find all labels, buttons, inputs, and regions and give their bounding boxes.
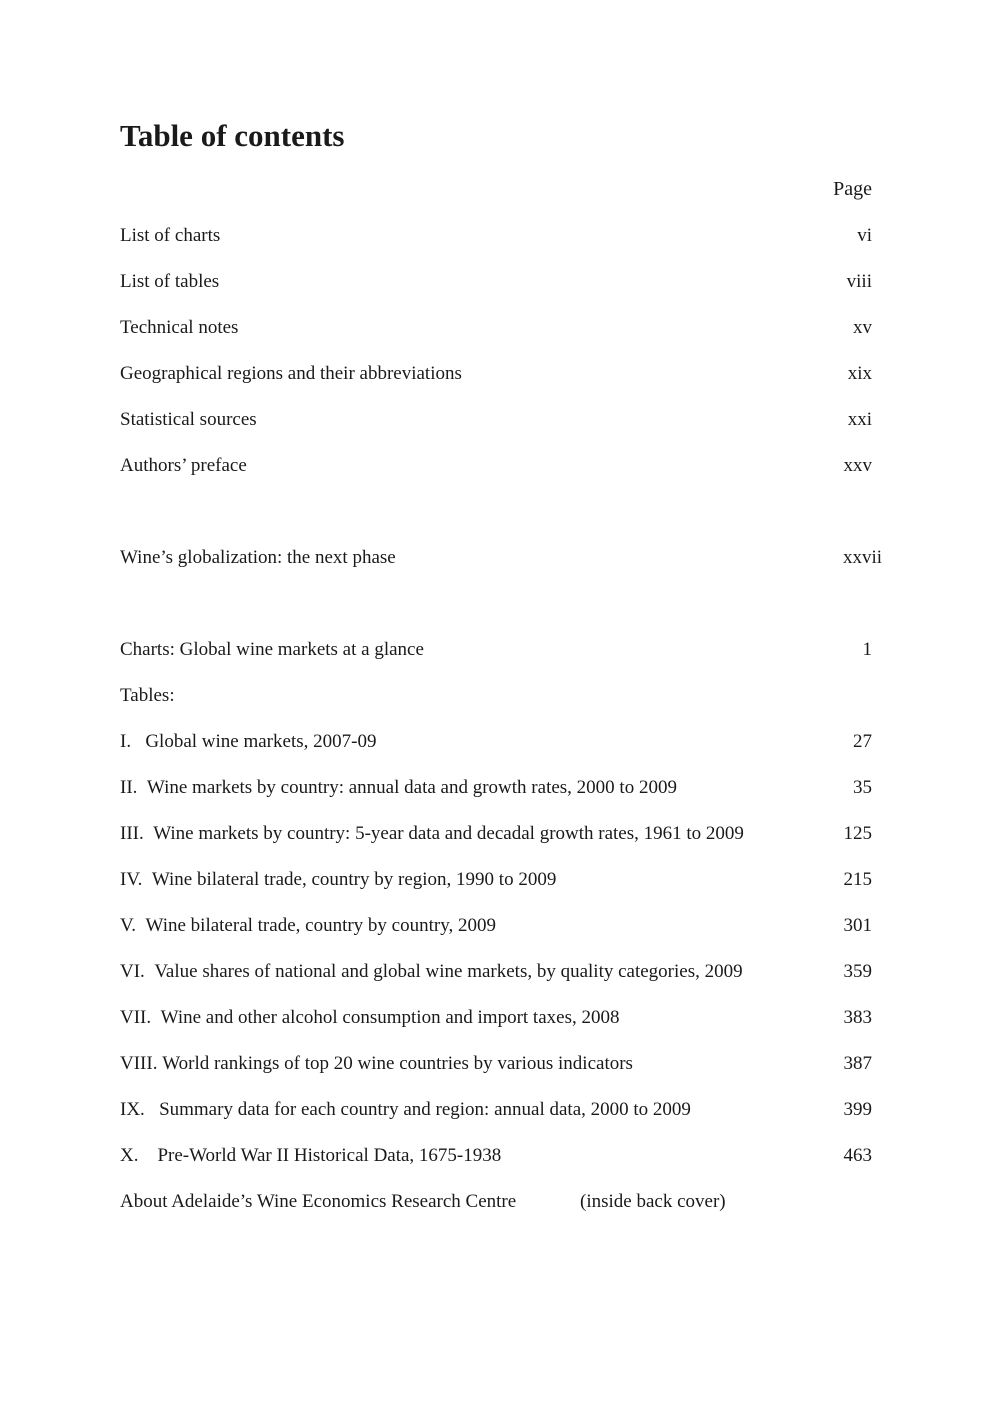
toc-entry-page: xxv	[843, 455, 872, 476]
table-numeral: VII.	[120, 1007, 152, 1028]
toc-entry-page: 463	[843, 1145, 872, 1166]
toc-entry-table-i[interactable]	[120, 729, 872, 755]
toc-entry-table-ii[interactable]	[120, 775, 872, 801]
toc-entry-authors-preface[interactable]	[120, 453, 872, 479]
toc-entry-page: xxvii	[842, 547, 882, 568]
toc-entry-page: 387	[843, 1053, 872, 1074]
toc-entry-charts[interactable]	[120, 637, 872, 663]
toc-entry-table-v[interactable]	[120, 913, 872, 939]
toc-entry-page: xv	[853, 317, 872, 338]
toc-entry-page: 301	[843, 915, 872, 936]
toc-entry-page: 399	[843, 1099, 872, 1120]
toc-entry-location-note: (inside back cover)	[580, 1191, 726, 1212]
toc-entry-page: xxi	[847, 409, 872, 430]
toc-entry-label: Charts: Global wine markets at a glance	[120, 639, 424, 660]
toc-entry-page: 35	[853, 777, 872, 798]
toc-entry-label: Statistical sources	[120, 409, 257, 430]
toc-entry-label: Wine bilateral trade, country by country, 2009	[145, 915, 496, 936]
toc-entry-label: Global wine markets, 2007-09	[145, 731, 377, 752]
toc-entry-label: Pre-World War II Historical Data, 1675-1938	[157, 1145, 502, 1166]
toc-entry-page: viii	[846, 271, 872, 292]
toc-entry-list-of-tables[interactable]	[120, 269, 872, 295]
table-numeral: IX.	[120, 1099, 145, 1120]
toc-entry-label: Wine and other alcohol consumption and import taxes, 2008	[160, 1007, 620, 1028]
toc-entry-table-x[interactable]	[120, 1143, 872, 1169]
toc-entry-label: Wine markets by country: 5-year data and decadal growth rates, 1961 to 2009	[153, 823, 744, 844]
toc-entry-label: About Adelaide’s Wine Economics Research Centre	[120, 1191, 517, 1212]
toc-entry-label: Authors’ preface	[120, 455, 247, 476]
toc-entry-label: Geographical regions and their abbreviations	[120, 363, 462, 384]
table-numeral: VIII.	[120, 1053, 158, 1074]
toc-entry-geographical-regions[interactable]	[120, 361, 872, 387]
toc-entry-list-of-charts[interactable]	[120, 223, 872, 249]
toc-entry-globalization[interactable]	[120, 545, 882, 571]
toc-entry-page: 1	[862, 639, 872, 660]
toc-entry-page: 383	[843, 1007, 872, 1028]
toc-entry-statistical-sources[interactable]	[120, 407, 872, 433]
toc-entry-technical-notes[interactable]	[120, 315, 872, 341]
toc-entry-label: Technical notes	[120, 317, 239, 338]
toc-entry-table-vii[interactable]	[120, 1005, 872, 1031]
toc-entry-label: Value shares of national and global wine markets, by quality categories, 2009	[154, 961, 743, 982]
table-numeral: VI.	[120, 961, 145, 982]
toc-entry-label: List of tables	[120, 271, 220, 292]
page-title: Table of contents	[120, 118, 345, 153]
toc-entry-table-vi[interactable]	[120, 959, 872, 985]
table-numeral: III.	[120, 823, 144, 844]
toc-entry-label: Wine markets by country: annual data and growth rates, 2000 to 2009	[146, 777, 677, 798]
toc-entry-page: 125	[843, 823, 872, 844]
toc-entry-page: vi	[857, 225, 872, 246]
toc-entry-table-viii[interactable]	[120, 1051, 872, 1077]
table-numeral: II.	[120, 777, 138, 798]
toc-entry-table-iv[interactable]	[120, 867, 872, 893]
table-numeral: V.	[120, 915, 137, 936]
toc-entry-page: 27	[853, 731, 872, 752]
toc-entry-label: Summary data for each country and region: annual data, 2000 to 2009	[159, 1099, 691, 1120]
toc-entry-label: List of charts	[120, 225, 221, 246]
toc-entry-page: 359	[843, 961, 872, 982]
toc-entry-table-ix[interactable]	[120, 1097, 872, 1123]
toc-entry-table-iii[interactable]	[120, 821, 872, 847]
toc-entry-label: Wine’s globalization: the next phase	[120, 547, 396, 568]
page-column-label: Page	[833, 178, 872, 200]
toc-entry-label: World rankings of top 20 wine countries by various indicators	[162, 1053, 633, 1074]
tables-heading: Tables:	[120, 685, 175, 706]
table-numeral: I.	[120, 731, 132, 752]
table-numeral: X.	[120, 1145, 139, 1166]
toc-entry-label: Wine bilateral trade, country by region, 1990 to 2009	[151, 869, 557, 890]
toc-entry-about[interactable]	[120, 1189, 872, 1215]
toc-entry-page: 215	[843, 869, 872, 890]
table-numeral: IV.	[120, 869, 143, 890]
toc-entry-page: xix	[847, 363, 872, 384]
